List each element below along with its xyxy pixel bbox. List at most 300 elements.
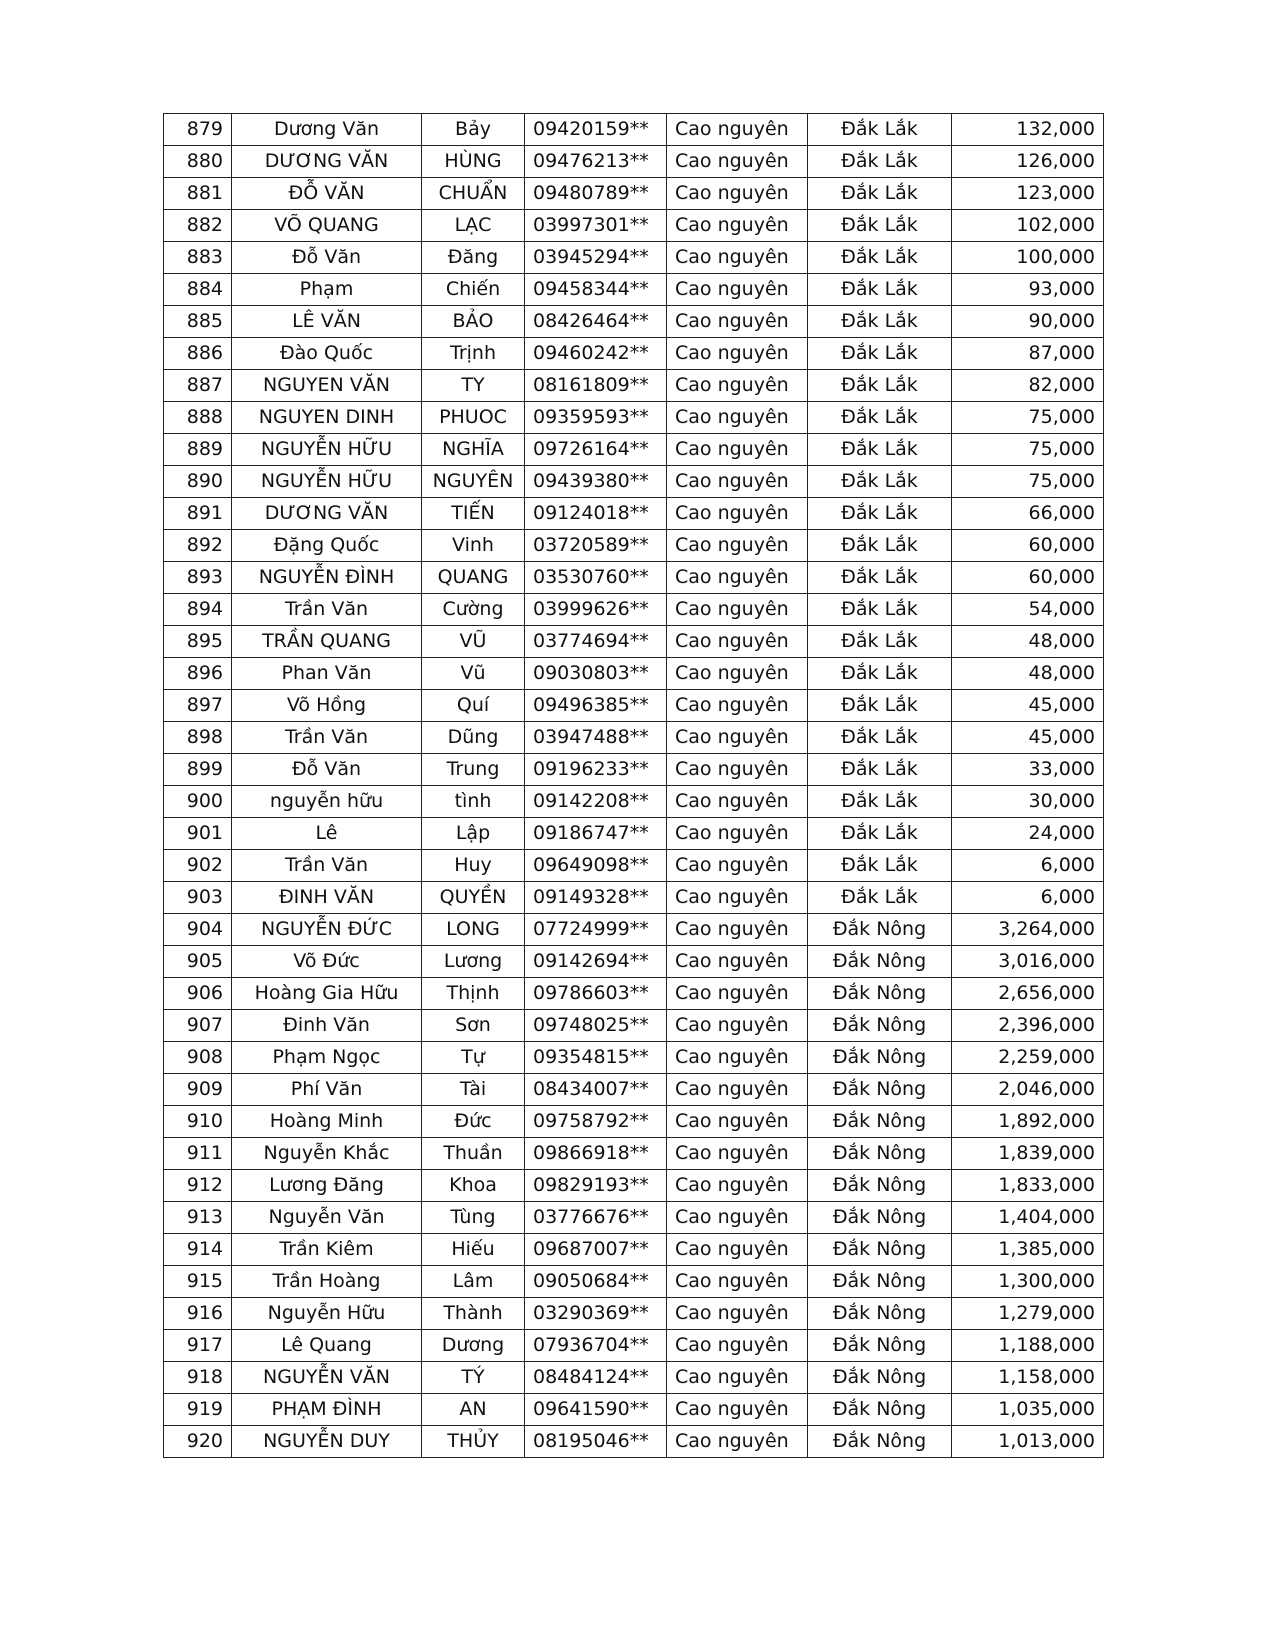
phone-number-cell: 09420159** bbox=[525, 114, 667, 146]
row-number-cell: 893 bbox=[164, 562, 232, 594]
province-cell: Đắk Lắk bbox=[808, 466, 952, 498]
surname-cell: Võ Đức bbox=[232, 946, 422, 978]
phone-number-cell: 08434007** bbox=[525, 1074, 667, 1106]
phone-number-cell: 09748025** bbox=[525, 1010, 667, 1042]
amount-cell: 33,000 bbox=[952, 754, 1104, 786]
row-number-cell: 884 bbox=[164, 274, 232, 306]
row-number-cell: 901 bbox=[164, 818, 232, 850]
amount-cell: 66,000 bbox=[952, 498, 1104, 530]
province-cell: Đắk Nông bbox=[808, 1362, 952, 1394]
province-cell: Đắk Lắk bbox=[808, 754, 952, 786]
given-name-cell: TÝ bbox=[422, 1362, 525, 1394]
phone-number-cell: 03945294** bbox=[525, 242, 667, 274]
province-cell: Đắk Nông bbox=[808, 1106, 952, 1138]
region-cell: Cao nguyên bbox=[667, 338, 808, 370]
row-number-cell: 889 bbox=[164, 434, 232, 466]
province-cell: Đắk Lắk bbox=[808, 306, 952, 338]
table-row bbox=[164, 210, 1104, 242]
phone-number-cell: 03290369** bbox=[525, 1298, 667, 1330]
surname-cell: Võ Hồng bbox=[232, 690, 422, 722]
province-cell: Đắk Nông bbox=[808, 1266, 952, 1298]
amount-cell: 1,188,000 bbox=[952, 1330, 1104, 1362]
row-number-cell: 883 bbox=[164, 242, 232, 274]
phone-number-cell: 09458344** bbox=[525, 274, 667, 306]
region-cell: Cao nguyên bbox=[667, 658, 808, 690]
given-name-cell: Dương bbox=[422, 1330, 525, 1362]
phone-number-cell: 09359593** bbox=[525, 402, 667, 434]
region-cell: Cao nguyên bbox=[667, 914, 808, 946]
phone-number-cell: 03774694** bbox=[525, 626, 667, 658]
region-cell: Cao nguyên bbox=[667, 114, 808, 146]
row-number-cell: 906 bbox=[164, 978, 232, 1010]
row-number-cell: 918 bbox=[164, 1362, 232, 1394]
province-cell: Đắk Nông bbox=[808, 1074, 952, 1106]
table-row bbox=[164, 1426, 1104, 1458]
region-cell: Cao nguyên bbox=[667, 434, 808, 466]
table-row bbox=[164, 178, 1104, 210]
province-cell: Đắk Nông bbox=[808, 1202, 952, 1234]
phone-number-cell: 09196233** bbox=[525, 754, 667, 786]
phone-number-cell: 09439380** bbox=[525, 466, 667, 498]
row-number-cell: 917 bbox=[164, 1330, 232, 1362]
phone-number-cell: 09641590** bbox=[525, 1394, 667, 1426]
region-cell: Cao nguyên bbox=[667, 370, 808, 402]
given-name-cell: Trung bbox=[422, 754, 525, 786]
phone-number-cell: 08484124** bbox=[525, 1362, 667, 1394]
row-number-cell: 887 bbox=[164, 370, 232, 402]
surname-cell: Hoàng Minh bbox=[232, 1106, 422, 1138]
row-number-cell: 898 bbox=[164, 722, 232, 754]
table-row bbox=[164, 1074, 1104, 1106]
province-cell: Đắk Lắk bbox=[808, 850, 952, 882]
province-cell: Đắk Lắk bbox=[808, 722, 952, 754]
given-name-cell: Thuần bbox=[422, 1138, 525, 1170]
surname-cell: DƯƠNG VĂN bbox=[232, 498, 422, 530]
amount-cell: 1,158,000 bbox=[952, 1362, 1104, 1394]
phone-number-cell: 03530760** bbox=[525, 562, 667, 594]
amount-cell: 87,000 bbox=[952, 338, 1104, 370]
given-name-cell: Vũ bbox=[422, 658, 525, 690]
province-cell: Đắk Lắk bbox=[808, 818, 952, 850]
table-row bbox=[164, 370, 1104, 402]
amount-cell: 60,000 bbox=[952, 562, 1104, 594]
given-name-cell: CHUẨN bbox=[422, 178, 525, 210]
surname-cell: Nguyễn Văn bbox=[232, 1202, 422, 1234]
table-row bbox=[164, 242, 1104, 274]
phone-number-cell: 09480789** bbox=[525, 178, 667, 210]
table-row bbox=[164, 274, 1104, 306]
surname-cell: Phan Văn bbox=[232, 658, 422, 690]
amount-cell: 2,259,000 bbox=[952, 1042, 1104, 1074]
table-row bbox=[164, 1010, 1104, 1042]
given-name-cell: TIẾN bbox=[422, 498, 525, 530]
amount-cell: 75,000 bbox=[952, 402, 1104, 434]
province-cell: Đắk Nông bbox=[808, 914, 952, 946]
region-cell: Cao nguyên bbox=[667, 1138, 808, 1170]
phone-number-cell: 09866918** bbox=[525, 1138, 667, 1170]
table-row bbox=[164, 722, 1104, 754]
amount-cell: 54,000 bbox=[952, 594, 1104, 626]
table-row bbox=[164, 978, 1104, 1010]
given-name-cell: Dũng bbox=[422, 722, 525, 754]
given-name-cell: BẢO bbox=[422, 306, 525, 338]
province-cell: Đắk Lắk bbox=[808, 370, 952, 402]
table-row bbox=[164, 1234, 1104, 1266]
province-cell: Đắk Nông bbox=[808, 1042, 952, 1074]
surname-cell: Phạm bbox=[232, 274, 422, 306]
table-row bbox=[164, 434, 1104, 466]
row-number-cell: 894 bbox=[164, 594, 232, 626]
winners-table bbox=[163, 113, 1104, 1458]
given-name-cell: Lâm bbox=[422, 1266, 525, 1298]
row-number-cell: 881 bbox=[164, 178, 232, 210]
amount-cell: 75,000 bbox=[952, 466, 1104, 498]
province-cell: Đắk Lắk bbox=[808, 402, 952, 434]
amount-cell: 1,035,000 bbox=[952, 1394, 1104, 1426]
table-row bbox=[164, 882, 1104, 914]
region-cell: Cao nguyên bbox=[667, 786, 808, 818]
surname-cell: ĐỖ VĂN bbox=[232, 178, 422, 210]
surname-cell: Phạm Ngọc bbox=[232, 1042, 422, 1074]
table-row bbox=[164, 1362, 1104, 1394]
table-row bbox=[164, 594, 1104, 626]
row-number-cell: 891 bbox=[164, 498, 232, 530]
amount-cell: 45,000 bbox=[952, 722, 1104, 754]
province-cell: Đắk Nông bbox=[808, 1138, 952, 1170]
phone-number-cell: 09649098** bbox=[525, 850, 667, 882]
amount-cell: 126,000 bbox=[952, 146, 1104, 178]
phone-number-cell: 08426464** bbox=[525, 306, 667, 338]
province-cell: Đắk Nông bbox=[808, 1010, 952, 1042]
given-name-cell: QUANG bbox=[422, 562, 525, 594]
given-name-cell: Lập bbox=[422, 818, 525, 850]
amount-cell: 1,300,000 bbox=[952, 1266, 1104, 1298]
table-row bbox=[164, 530, 1104, 562]
phone-number-cell: 09030803** bbox=[525, 658, 667, 690]
region-cell: Cao nguyên bbox=[667, 530, 808, 562]
table-row bbox=[164, 626, 1104, 658]
province-cell: Đắk Lắk bbox=[808, 594, 952, 626]
region-cell: Cao nguyên bbox=[667, 466, 808, 498]
province-cell: Đắk Lắk bbox=[808, 562, 952, 594]
region-cell: Cao nguyên bbox=[667, 818, 808, 850]
amount-cell: 1,279,000 bbox=[952, 1298, 1104, 1330]
amount-cell: 30,000 bbox=[952, 786, 1104, 818]
surname-cell: Trần Văn bbox=[232, 722, 422, 754]
region-cell: Cao nguyên bbox=[667, 946, 808, 978]
region-cell: Cao nguyên bbox=[667, 1170, 808, 1202]
row-number-cell: 886 bbox=[164, 338, 232, 370]
surname-cell: Phí Văn bbox=[232, 1074, 422, 1106]
province-cell: Đắk Lắk bbox=[808, 498, 952, 530]
region-cell: Cao nguyên bbox=[667, 562, 808, 594]
amount-cell: 100,000 bbox=[952, 242, 1104, 274]
surname-cell: PHẠM ĐÌNH bbox=[232, 1394, 422, 1426]
amount-cell: 82,000 bbox=[952, 370, 1104, 402]
province-cell: Đắk Nông bbox=[808, 1330, 952, 1362]
phone-number-cell: 08161809** bbox=[525, 370, 667, 402]
given-name-cell: Đăng bbox=[422, 242, 525, 274]
phone-number-cell: 09142694** bbox=[525, 946, 667, 978]
table-row bbox=[164, 338, 1104, 370]
surname-cell: NGUYỄN HỮU bbox=[232, 434, 422, 466]
region-cell: Cao nguyên bbox=[667, 402, 808, 434]
phone-number-cell: 09186747** bbox=[525, 818, 667, 850]
phone-number-cell: 08195046** bbox=[525, 1426, 667, 1458]
amount-cell: 75,000 bbox=[952, 434, 1104, 466]
table-row bbox=[164, 1330, 1104, 1362]
row-number-cell: 899 bbox=[164, 754, 232, 786]
amount-cell: 1,833,000 bbox=[952, 1170, 1104, 1202]
row-number-cell: 908 bbox=[164, 1042, 232, 1074]
given-name-cell: LONG bbox=[422, 914, 525, 946]
table-row bbox=[164, 1266, 1104, 1298]
amount-cell: 1,892,000 bbox=[952, 1106, 1104, 1138]
region-cell: Cao nguyên bbox=[667, 178, 808, 210]
given-name-cell: TY bbox=[422, 370, 525, 402]
surname-cell: Đào Quốc bbox=[232, 338, 422, 370]
region-cell: Cao nguyên bbox=[667, 1298, 808, 1330]
surname-cell: NGUYỄN HỮU bbox=[232, 466, 422, 498]
province-cell: Đắk Lắk bbox=[808, 114, 952, 146]
row-number-cell: 896 bbox=[164, 658, 232, 690]
row-number-cell: 890 bbox=[164, 466, 232, 498]
region-cell: Cao nguyên bbox=[667, 626, 808, 658]
table-row bbox=[164, 1202, 1104, 1234]
phone-number-cell: 09726164** bbox=[525, 434, 667, 466]
row-number-cell: 910 bbox=[164, 1106, 232, 1138]
given-name-cell: Huy bbox=[422, 850, 525, 882]
surname-cell: nguyễn hữu bbox=[232, 786, 422, 818]
row-number-cell: 919 bbox=[164, 1394, 232, 1426]
surname-cell: NGUYEN DINH bbox=[232, 402, 422, 434]
province-cell: Đắk Lắk bbox=[808, 178, 952, 210]
province-cell: Đắk Lắk bbox=[808, 210, 952, 242]
given-name-cell: THỦY bbox=[422, 1426, 525, 1458]
region-cell: Cao nguyên bbox=[667, 498, 808, 530]
table-row bbox=[164, 946, 1104, 978]
surname-cell: VÕ QUANG bbox=[232, 210, 422, 242]
region-cell: Cao nguyên bbox=[667, 1394, 808, 1426]
table-row bbox=[164, 1298, 1104, 1330]
given-name-cell: Tùng bbox=[422, 1202, 525, 1234]
row-number-cell: 902 bbox=[164, 850, 232, 882]
surname-cell: NGUYỄN DUY bbox=[232, 1426, 422, 1458]
phone-number-cell: 09496385** bbox=[525, 690, 667, 722]
given-name-cell: Tự bbox=[422, 1042, 525, 1074]
given-name-cell: tình bbox=[422, 786, 525, 818]
table-row bbox=[164, 1394, 1104, 1426]
given-name-cell: QUYỀN bbox=[422, 882, 525, 914]
amount-cell: 6,000 bbox=[952, 882, 1104, 914]
given-name-cell: Vinh bbox=[422, 530, 525, 562]
surname-cell: NGUYEN VĂN bbox=[232, 370, 422, 402]
table-row bbox=[164, 914, 1104, 946]
region-cell: Cao nguyên bbox=[667, 754, 808, 786]
province-cell: Đắk Nông bbox=[808, 1234, 952, 1266]
surname-cell: Lê Quang bbox=[232, 1330, 422, 1362]
region-cell: Cao nguyên bbox=[667, 306, 808, 338]
region-cell: Cao nguyên bbox=[667, 1266, 808, 1298]
table-row bbox=[164, 146, 1104, 178]
phone-number-cell: 09142208** bbox=[525, 786, 667, 818]
given-name-cell: Đức bbox=[422, 1106, 525, 1138]
given-name-cell: Cường bbox=[422, 594, 525, 626]
row-number-cell: 888 bbox=[164, 402, 232, 434]
table-row bbox=[164, 466, 1104, 498]
surname-cell: Hoàng Gia Hữu bbox=[232, 978, 422, 1010]
region-cell: Cao nguyên bbox=[667, 1330, 808, 1362]
province-cell: Đắk Lắk bbox=[808, 434, 952, 466]
surname-cell: Đặng Quốc bbox=[232, 530, 422, 562]
given-name-cell: Tài bbox=[422, 1074, 525, 1106]
region-cell: Cao nguyên bbox=[667, 146, 808, 178]
given-name-cell: Thịnh bbox=[422, 978, 525, 1010]
amount-cell: 1,404,000 bbox=[952, 1202, 1104, 1234]
region-cell: Cao nguyên bbox=[667, 1010, 808, 1042]
row-number-cell: 900 bbox=[164, 786, 232, 818]
province-cell: Đắk Lắk bbox=[808, 690, 952, 722]
region-cell: Cao nguyên bbox=[667, 850, 808, 882]
surname-cell: Đinh Văn bbox=[232, 1010, 422, 1042]
row-number-cell: 882 bbox=[164, 210, 232, 242]
table-row bbox=[164, 1138, 1104, 1170]
table-row bbox=[164, 1042, 1104, 1074]
surname-cell: Nguyễn Khắc bbox=[232, 1138, 422, 1170]
phone-number-cell: 03999626** bbox=[525, 594, 667, 626]
row-number-cell: 892 bbox=[164, 530, 232, 562]
given-name-cell: Chiến bbox=[422, 274, 525, 306]
amount-cell: 90,000 bbox=[952, 306, 1104, 338]
given-name-cell: Hiếu bbox=[422, 1234, 525, 1266]
amount-cell: 1,385,000 bbox=[952, 1234, 1104, 1266]
row-number-cell: 879 bbox=[164, 114, 232, 146]
amount-cell: 93,000 bbox=[952, 274, 1104, 306]
phone-number-cell: 03997301** bbox=[525, 210, 667, 242]
given-name-cell: NGUYÊN bbox=[422, 466, 525, 498]
table-row bbox=[164, 690, 1104, 722]
phone-number-cell: 09786603** bbox=[525, 978, 667, 1010]
row-number-cell: 880 bbox=[164, 146, 232, 178]
surname-cell: Trần Văn bbox=[232, 594, 422, 626]
province-cell: Đắk Lắk bbox=[808, 658, 952, 690]
given-name-cell: HÙNG bbox=[422, 146, 525, 178]
row-number-cell: 905 bbox=[164, 946, 232, 978]
surname-cell: NGUYỄN ĐÌNH bbox=[232, 562, 422, 594]
surname-cell: Nguyễn Hữu bbox=[232, 1298, 422, 1330]
surname-cell: Dương Văn bbox=[232, 114, 422, 146]
region-cell: Cao nguyên bbox=[667, 1362, 808, 1394]
amount-cell: 2,396,000 bbox=[952, 1010, 1104, 1042]
province-cell: Đắk Lắk bbox=[808, 786, 952, 818]
amount-cell: 123,000 bbox=[952, 178, 1104, 210]
region-cell: Cao nguyên bbox=[667, 1074, 808, 1106]
surname-cell: LÊ VĂN bbox=[232, 306, 422, 338]
amount-cell: 48,000 bbox=[952, 658, 1104, 690]
region-cell: Cao nguyên bbox=[667, 978, 808, 1010]
region-cell: Cao nguyên bbox=[667, 1234, 808, 1266]
phone-number-cell: 03720589** bbox=[525, 530, 667, 562]
row-number-cell: 907 bbox=[164, 1010, 232, 1042]
table-row bbox=[164, 114, 1104, 146]
surname-cell: Đỗ Văn bbox=[232, 242, 422, 274]
phone-number-cell: 09354815** bbox=[525, 1042, 667, 1074]
given-name-cell: AN bbox=[422, 1394, 525, 1426]
surname-cell: Trần Hoàng bbox=[232, 1266, 422, 1298]
region-cell: Cao nguyên bbox=[667, 1042, 808, 1074]
given-name-cell: Thành bbox=[422, 1298, 525, 1330]
given-name-cell: Sơn bbox=[422, 1010, 525, 1042]
phone-number-cell: 09687007** bbox=[525, 1234, 667, 1266]
province-cell: Đắk Lắk bbox=[808, 626, 952, 658]
row-number-cell: 904 bbox=[164, 914, 232, 946]
given-name-cell: Lương bbox=[422, 946, 525, 978]
row-number-cell: 915 bbox=[164, 1266, 232, 1298]
province-cell: Đắk Nông bbox=[808, 946, 952, 978]
amount-cell: 2,046,000 bbox=[952, 1074, 1104, 1106]
table-row bbox=[164, 658, 1104, 690]
phone-number-cell: 09829193** bbox=[525, 1170, 667, 1202]
region-cell: Cao nguyên bbox=[667, 1202, 808, 1234]
province-cell: Đắk Lắk bbox=[808, 242, 952, 274]
phone-number-cell: 09460242** bbox=[525, 338, 667, 370]
province-cell: Đắk Lắk bbox=[808, 338, 952, 370]
phone-number-cell: 09050684** bbox=[525, 1266, 667, 1298]
province-cell: Đắk Lắk bbox=[808, 146, 952, 178]
given-name-cell: PHUOC bbox=[422, 402, 525, 434]
given-name-cell: Khoa bbox=[422, 1170, 525, 1202]
surname-cell: Lương Đăng bbox=[232, 1170, 422, 1202]
row-number-cell: 911 bbox=[164, 1138, 232, 1170]
surname-cell: Trần Kiêm bbox=[232, 1234, 422, 1266]
phone-number-cell: 03776676** bbox=[525, 1202, 667, 1234]
amount-cell: 60,000 bbox=[952, 530, 1104, 562]
amount-cell: 45,000 bbox=[952, 690, 1104, 722]
province-cell: Đắk Lắk bbox=[808, 882, 952, 914]
amount-cell: 102,000 bbox=[952, 210, 1104, 242]
row-number-cell: 912 bbox=[164, 1170, 232, 1202]
province-cell: Đắk Nông bbox=[808, 1394, 952, 1426]
province-cell: Đắk Nông bbox=[808, 978, 952, 1010]
given-name-cell: Trịnh bbox=[422, 338, 525, 370]
region-cell: Cao nguyên bbox=[667, 594, 808, 626]
table-body bbox=[164, 114, 1104, 1458]
region-cell: Cao nguyên bbox=[667, 274, 808, 306]
amount-cell: 24,000 bbox=[952, 818, 1104, 850]
row-number-cell: 914 bbox=[164, 1234, 232, 1266]
phone-number-cell: 07724999** bbox=[525, 914, 667, 946]
given-name-cell: Quí bbox=[422, 690, 525, 722]
province-cell: Đắk Nông bbox=[808, 1170, 952, 1202]
row-number-cell: 916 bbox=[164, 1298, 232, 1330]
table-row bbox=[164, 402, 1104, 434]
surname-cell: DƯƠNG VĂN bbox=[232, 146, 422, 178]
phone-number-cell: 09149328** bbox=[525, 882, 667, 914]
surname-cell: NGUYỄN ĐỨC bbox=[232, 914, 422, 946]
amount-cell: 1,839,000 bbox=[952, 1138, 1104, 1170]
region-cell: Cao nguyên bbox=[667, 722, 808, 754]
phone-number-cell: 09758792** bbox=[525, 1106, 667, 1138]
province-cell: Đắk Lắk bbox=[808, 274, 952, 306]
row-number-cell: 897 bbox=[164, 690, 232, 722]
amount-cell: 3,016,000 bbox=[952, 946, 1104, 978]
row-number-cell: 913 bbox=[164, 1202, 232, 1234]
region-cell: Cao nguyên bbox=[667, 1426, 808, 1458]
surname-cell: Lê bbox=[232, 818, 422, 850]
table-row bbox=[164, 754, 1104, 786]
table-row bbox=[164, 562, 1104, 594]
amount-cell: 132,000 bbox=[952, 114, 1104, 146]
